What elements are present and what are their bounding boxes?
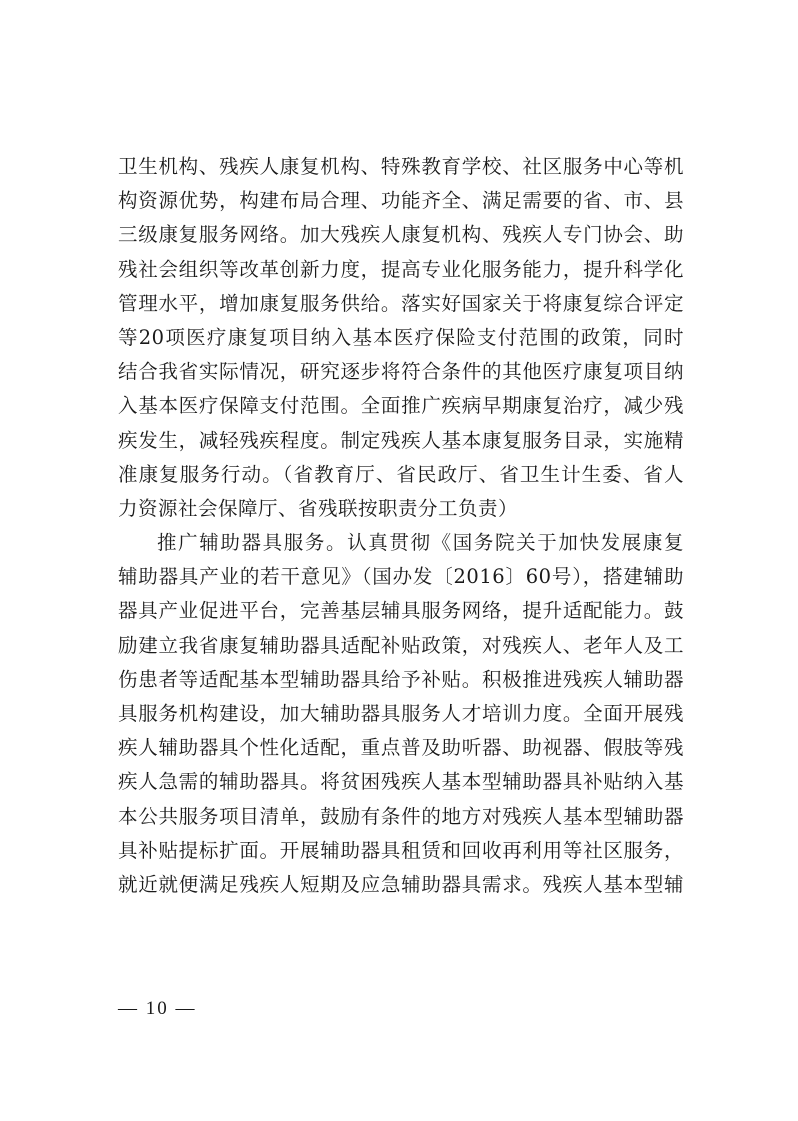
text-line: 励建立我省康复辅助器具适配补贴政策，对残疾人、老年人及工 <box>118 633 684 657</box>
text-line: 力资源社会保障厅、省残联按职责分工负责） <box>118 496 519 520</box>
text-line: 结合我省实际情况，研究逐步将符合条件的其他医疗康复项目纳 <box>118 360 684 384</box>
text-line: 卫生机构、残疾人康复机构、特殊教育学校、社区服务中心等机 <box>118 155 684 178</box>
text-line: 三级康复服务网络。加大残疾人康复机构、残疾人专门协会、助 <box>118 223 684 247</box>
body-text <box>118 150 684 902</box>
text-line: 管理水平，增加康复服务供给。落实好国家关于将康复综合评定 <box>118 291 684 315</box>
text-line: 具服务机构建设，加大辅助器具服务人才培训力度。全面开展残 <box>118 702 684 725</box>
text-line: 等20项医疗康复项目纳入基本医疗保险支付范围的政策，同时 <box>118 325 684 349</box>
paragraph-start-line: 推广辅助器具服务。认真贯彻《国务院关于加快发展康复 <box>157 531 684 555</box>
text-line: 器具产业促进平台，完善基层辅具服务网络，提升适配能力。鼓 <box>118 599 684 623</box>
text-line: 就近就便满足残疾人短期及应急辅助器具需求。残疾人基本型辅 <box>118 872 684 896</box>
text-line: 伤患者等适配基本型辅助器具给予补贴。积极推进残疾人辅助器 <box>118 667 684 691</box>
text-line: 入基本医疗保障支付范围。全面推广疾病早期康复治疗，减少残 <box>118 394 684 418</box>
page-number: — 10 — <box>118 998 197 1019</box>
text-line: 准康复服务行动。（省教育厅、省民政厅、省卫生计生委、省人 <box>118 462 684 486</box>
text-line: 本公共服务项目清单，鼓励有条件的地方对残疾人基本型辅助器 <box>118 804 684 828</box>
text-line: 构资源优势，构建布局合理、功能齐全、满足需要的省、市、县 <box>118 189 684 213</box>
text-line: 残社会组织等改革创新力度，提高专业化服务能力，提升科学化 <box>118 257 684 281</box>
text-line: 疾发生，减轻残疾程度。制定残疾人基本康复服务目录，实施精 <box>118 428 684 452</box>
text-line: 辅助器具产业的若干意见》（国办发〔2016〕60号），搭建辅助 <box>118 565 684 589</box>
text-line: 疾人急需的辅助器具。将贫困残疾人基本型辅助器具补贴纳入基 <box>118 770 684 794</box>
text-line: 具补贴提标扩面。开展辅助器具租赁和回收再利用等社区服务， <box>118 838 684 862</box>
text-line: 疾人辅助器具个性化适配，重点普及助听器、助视器、假肢等残 <box>118 736 684 760</box>
